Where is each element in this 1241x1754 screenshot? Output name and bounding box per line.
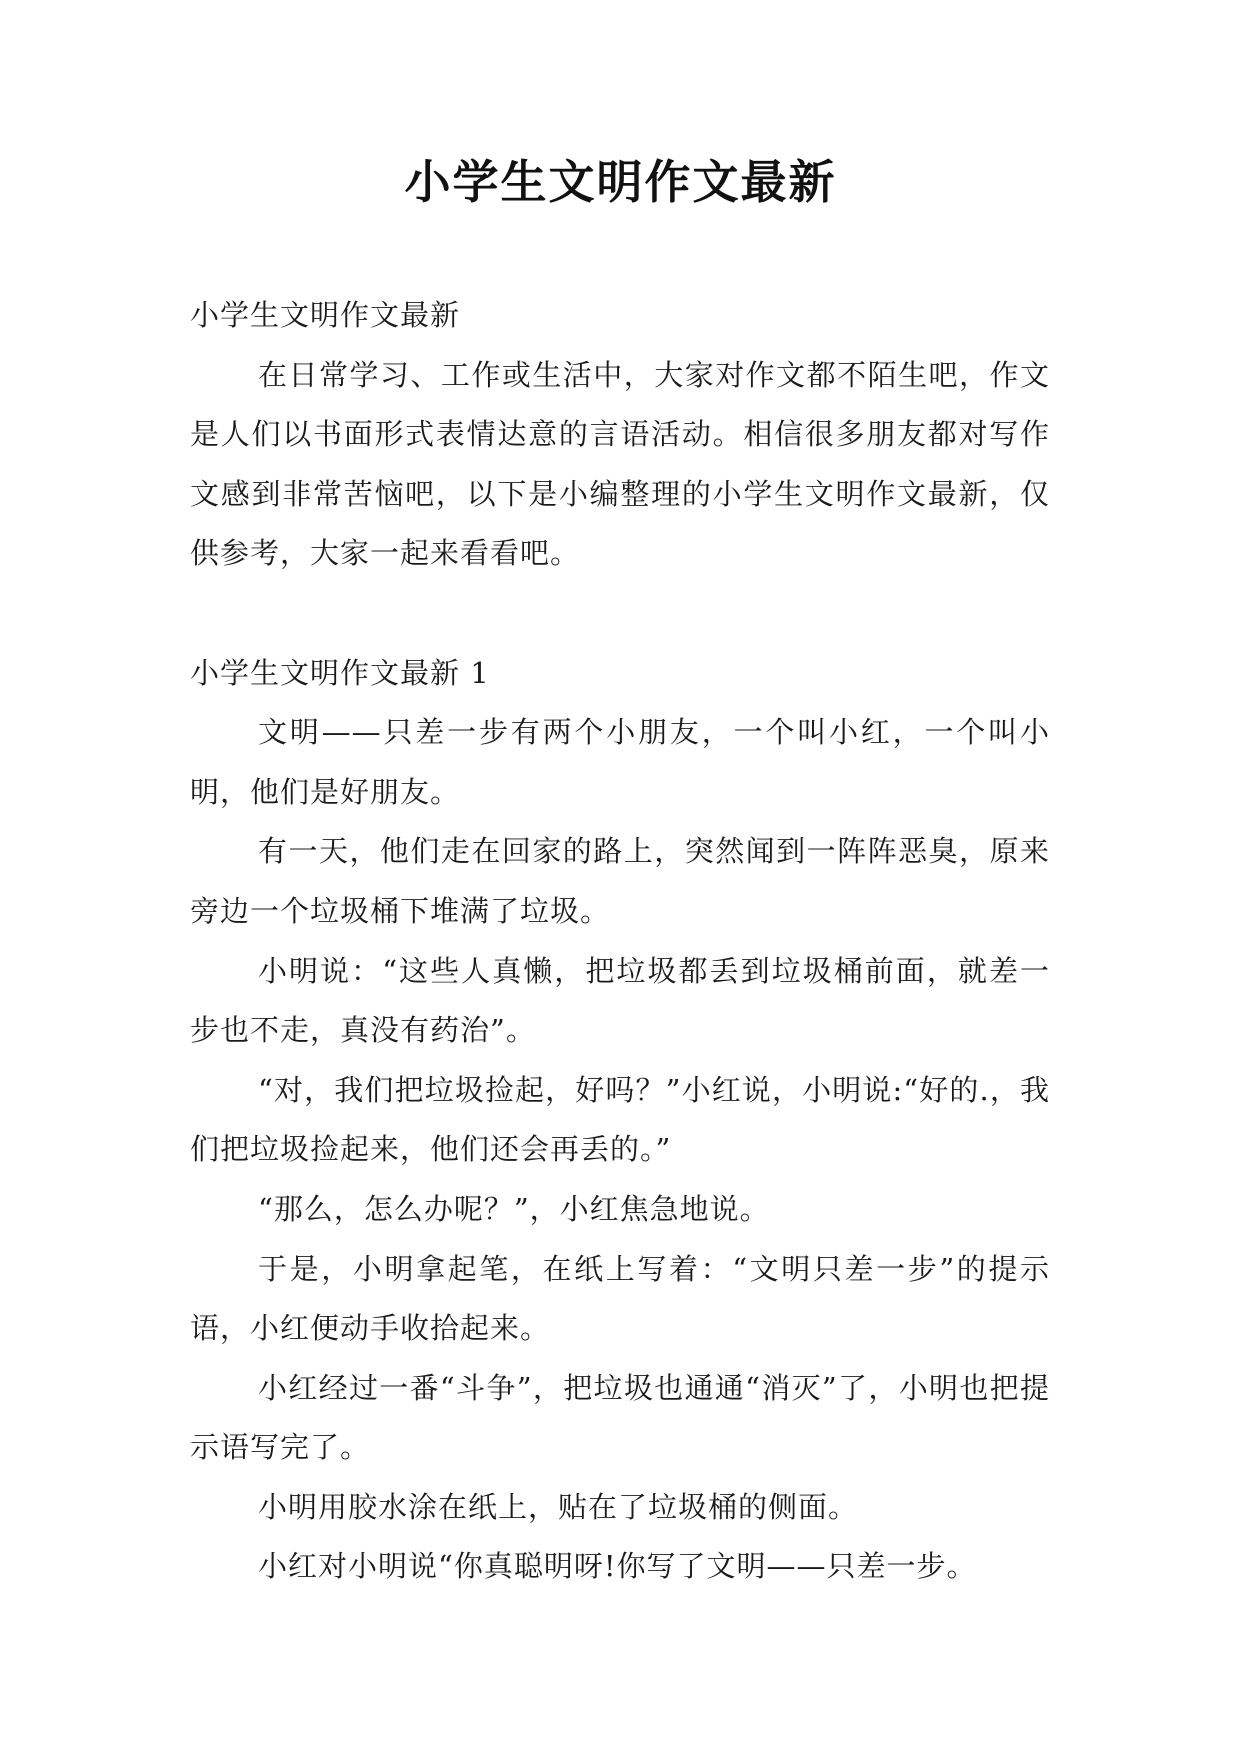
paragraph: 于是，小明拿起笔，在纸上写着：“文明只差一步”的提示语，小红便动手收拾起来。 bbox=[190, 1251, 1050, 1346]
paragraph: 有一天，他们走在回家的路上，突然闻到一阵阵恶臭，原来旁边一个垃圾桶下堆满了垃圾。 bbox=[190, 834, 1050, 928]
intro-paragraph: 在日常学习、工作或生活中，大家对作文都不陌生吧，作文是人们以书面形式表情达意的言语活动。相信很多朋友都对写作文感到非常苦恼吧，以下是小编整理的小学生文明作文最新，仅供参考，大家一起来看看吧。 bbox=[190, 357, 1050, 571]
intro-heading: 小学生文明作文最新 bbox=[190, 298, 461, 332]
paragraph: 文明——只差一步有两个小朋友，一个叫小红，一个叫小明，他们是好朋友。 bbox=[190, 715, 1050, 809]
paragraph: 小红对小明说“你真聪明呀!你写了文明——只差一步。 bbox=[258, 1549, 977, 1584]
paragraph: 小明用胶水涂在纸上，贴在了垃圾桶的侧面。 bbox=[258, 1489, 859, 1524]
section1-heading: 小学生文明作文最新 1 bbox=[190, 655, 490, 690]
document-title: 小学生文明作文最新 bbox=[404, 155, 837, 209]
paragraph: 小红经过一番“斗争”，把垃圾也通通“消灭”了，小明也把提示语写完了。 bbox=[190, 1370, 1050, 1465]
paragraph: “那么，怎么办呢？”，小红焦急地说。 bbox=[258, 1191, 770, 1226]
section-gap bbox=[190, 584, 1050, 644]
paragraph: “对，我们把垃圾捡起，好吗？”小红说，小明说:“好的.，我们把垃圾捡起来，他们还会再丢的。” bbox=[190, 1072, 1050, 1167]
document-body bbox=[190, 286, 1050, 1597]
paragraph: 小明说：“这些人真懒，把垃圾都丢到垃圾桶前面，就差一步也不走，真没有药治”。 bbox=[190, 953, 1050, 1048]
